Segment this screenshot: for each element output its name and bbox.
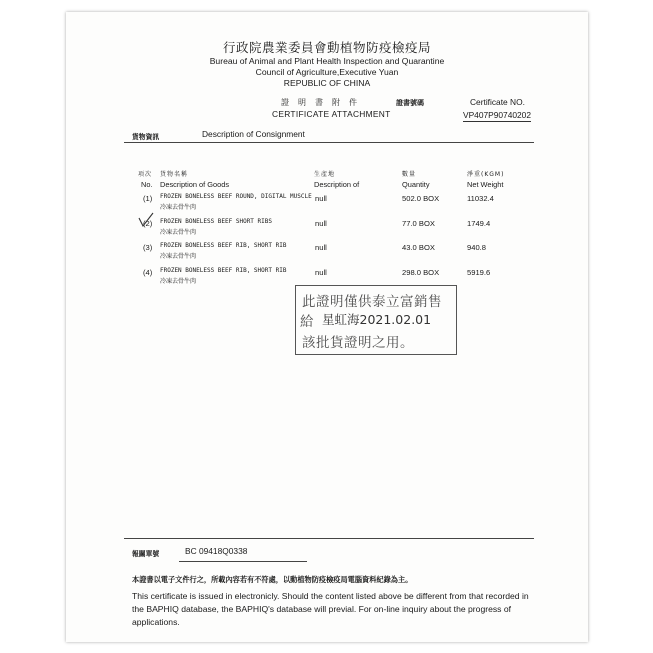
stamp-line-1: 此證明僅供泰立富銷售 — [302, 294, 442, 310]
report-top-rule — [124, 538, 534, 539]
attachment-title-en: CERTIFICATE ATTACHMENT — [272, 109, 391, 119]
certificate-label-en: Certificate NO. — [470, 97, 525, 107]
row-quantity: 298.0 BOX — [402, 268, 440, 277]
agency-title-zh: 行政院農業委員會動植物防疫檢疫局 — [222, 40, 431, 55]
consignment-label-zh: 貨物資訊 — [132, 133, 160, 141]
row-origin: null — [315, 268, 327, 277]
row-weight: 11032.4 — [467, 194, 494, 203]
report-underline — [179, 561, 307, 562]
row-goods-en: FROZEN BONELESS BEEF SHORT RIBS — [160, 218, 272, 225]
agency-title-en: Bureau of Animal and Plant Health Inspection and Quarantine — [209, 56, 445, 66]
report-label-zh: 報關單號 — [132, 550, 160, 558]
row-no: (3) — [143, 243, 153, 252]
notice-en: This certificate is issued in electronicly. Should the content listed above be different from that recorded in the BAPHIQ database, the BAPHIQ's database will previal. For on-line inquiry about the progress of applications. — [132, 591, 529, 628]
usage-stamp — [295, 285, 457, 355]
col-weight-en: Net Weight — [467, 180, 504, 189]
row-goods-en: FROZEN BONELESS BEEF RIB, SHORT RIB — [160, 242, 287, 249]
row-weight: 5919.6 — [467, 268, 491, 277]
row-goods-zh: 冷凍去骨牛肉 — [160, 278, 197, 285]
col-goods-zh: 貨物名稱 — [160, 171, 189, 178]
col-origin-en: Description of — [314, 180, 360, 189]
stamp-handwritten-note: 星虹海2021.02.01 — [322, 312, 432, 327]
consignment-top-rule — [124, 142, 534, 143]
checkmark-icon — [138, 212, 154, 228]
row-no: (2) — [143, 219, 153, 228]
row-origin: null — [315, 243, 327, 252]
country-title: REPUBLIC OF CHINA — [283, 78, 371, 88]
row-quantity: 43.0 BOX — [402, 243, 435, 252]
certificate-number: VP407P90740202 — [463, 110, 531, 120]
row-no: (4) — [143, 268, 153, 277]
certificate-page — [66, 12, 588, 642]
council-title: Council of Agriculture,Executive Yuan — [255, 67, 399, 77]
row-no: (1) — [143, 194, 153, 203]
row-weight: 1749.4 — [467, 219, 491, 228]
row-goods-zh: 冷凍去骨牛肉 — [160, 204, 197, 211]
certificate-label-zh: 證書號碼 — [396, 99, 424, 107]
row-goods-en: FROZEN BONELESS BEEF RIB, SHORT RIB — [160, 267, 287, 274]
stamp-line-3: 該批貨證明之用。 — [302, 335, 414, 351]
notice-zh: 本證書以電子文件行之，所載內容若有不符處，以動植物防疫檢疫局電腦資料紀錄為主。 — [132, 575, 413, 584]
attachment-title-zh: 證明書附件 — [281, 98, 366, 107]
col-item-en: No. — [141, 180, 153, 189]
row-weight: 940.8 — [467, 243, 487, 252]
col-goods-en: Description of Goods — [160, 180, 230, 189]
row-origin: null — [315, 194, 327, 203]
col-origin-zh: 生產地 — [314, 171, 336, 178]
col-weight-zh: 淨重(KGM) — [467, 171, 505, 178]
row-quantity: 77.0 BOX — [402, 219, 435, 228]
row-goods-zh: 冷凍去骨牛肉 — [160, 229, 197, 236]
col-item-zh: 項次 — [138, 171, 153, 178]
stamp-line-2-prefix: 給 — [300, 314, 314, 330]
consignment-label-en: Description of Consignment — [202, 129, 305, 139]
row-goods-en: FROZEN BONELESS BEEF ROUND, DIGITAL MUSCLE — [160, 193, 312, 200]
row-quantity: 502.0 BOX — [402, 194, 440, 203]
report-number: BC 09418Q0338 — [185, 546, 248, 556]
col-quantity-zh: 數量 — [402, 171, 417, 178]
row-goods-zh: 冷凍去骨牛肉 — [160, 253, 197, 260]
col-quantity-en: Quantity — [402, 180, 430, 189]
row-origin: null — [315, 219, 327, 228]
